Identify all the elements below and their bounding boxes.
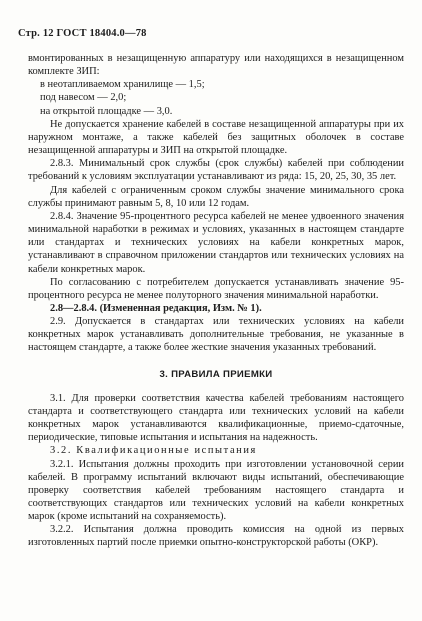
paragraph: 2.8.4. Значение 95-процентного ресурса кабелей не менее удвоенного значения минимальной наработки в режимах и условиях, указанных в настоящем стандарте или стандартах и технических условиях на кабели конкретных марок, устанавливают в справочном приложении стандартов или технических условиях на кабели конкретных марок. <box>28 210 404 275</box>
page-header: Стр. 12 ГОСТ 18404.0—78 <box>18 28 147 39</box>
paragraph: 2.8.3. Минимальный срок службы (срок службы) кабелей при соблюдении требований к условиям эксплуатации устанавливают из ряда: 15, 20, 25, 30, 35 лет. <box>28 158 404 183</box>
list-item: на открытой площадке — 3,0. <box>40 105 173 117</box>
list-item: под навесом — 2,0; <box>40 92 127 104</box>
paragraph: Для кабелей с ограниченным сроком службы значение минимального срока службы принимают равным 5, 8, 10 или 12 годам. <box>28 184 404 209</box>
paragraph: По согласованию с потребителем допускается устанавливать значение 95-процентного ресурса не менее полуторного значения минимальной наработки. <box>28 276 404 301</box>
paragraph: 2.9. Допускается в стандартах или технических условиях на кабели конкретных марок устанавливать дополнительные требования, не указанные в настоящем стандарте, а также более жесткие значения указанных требований. <box>28 316 404 354</box>
list-item: в неотапливаемом хранилище — 1,5; <box>40 79 205 91</box>
section-heading: 3. ПРАВИЛА ПРИЕМКИ <box>159 368 273 380</box>
subsection-heading: 3.2. Квалификационные испытания <box>50 445 257 457</box>
document-body <box>28 52 404 550</box>
paragraph: 3.2.2. Испытания должна проводить комиссия на одной из первых изготовленных партий после приемки опытно-конструкторской работы (ОКР). <box>28 524 404 549</box>
paragraph: вмонтированных в незащищенную аппаратуру или находящихся в незащищенном комплекте ЗИП: <box>28 53 404 78</box>
amendment-note: 2.8—2.8.4. (Измененная редакция, Изм. № 1). <box>50 302 262 314</box>
paragraph: Не допускается хранение кабелей в составе незащищенной аппаратуры при их наружном монтаже, а также кабелей без защитных оболочек в составе незащищенной аппаратуры и ЗИП на открытой площадке. <box>28 118 404 157</box>
paragraph: 3.1. Для проверки соответствия качества кабелей требованиям настоящего стандарта и соответствующего стандарта или технических условий на кабели конкретных марок устанавливаются квалификационные, приемо-сдаточные, периодические, типовые испытания и испытания на надежность. <box>28 392 404 444</box>
paragraph: 3.2.1. Испытания должны проходить при изготовлении установочной серии кабелей. В программу испытаний включают виды испытаний, обеспечивающие проверку соответствия кабелей требованиям настоящего стандарта и соответствующих стандартов или технических условий на кабели конкретных марок (кроме испытаний на сохраняемость). <box>28 458 404 523</box>
